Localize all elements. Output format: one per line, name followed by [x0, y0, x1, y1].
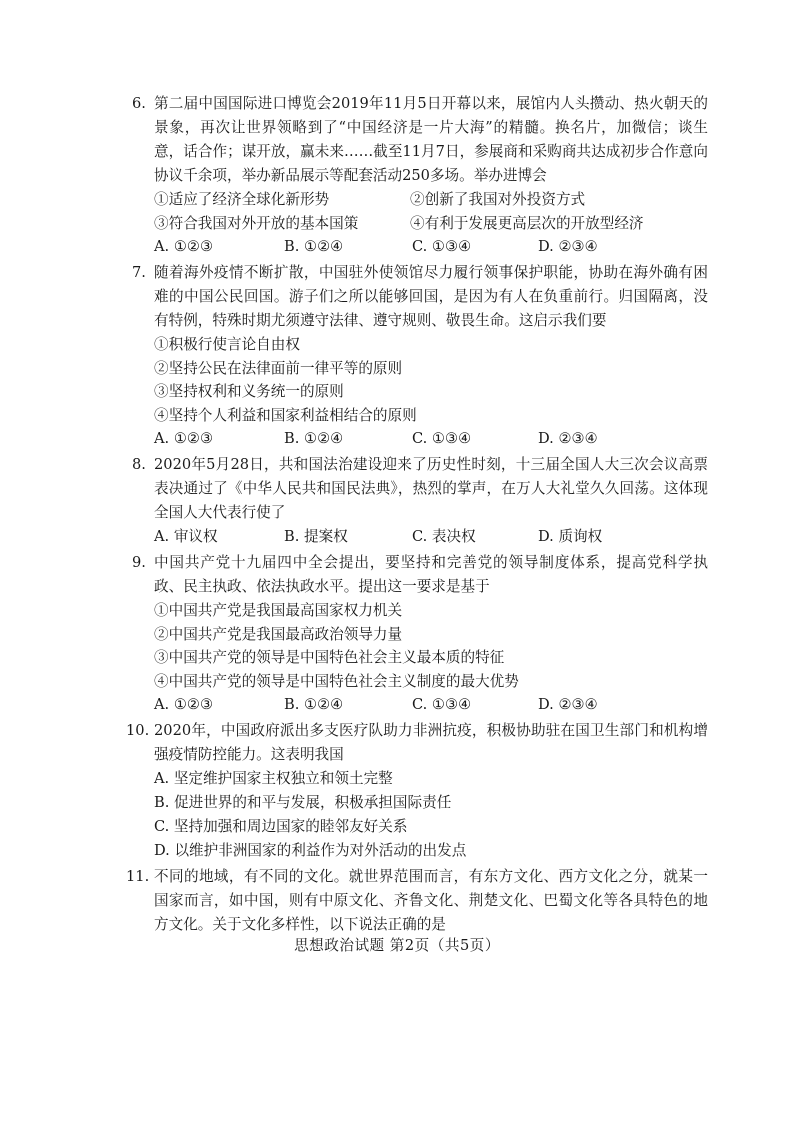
question-stem	[132, 453, 708, 525]
option-b: B. ①②④	[284, 238, 344, 255]
question-text: 不同的地域，有不同的文化。就世界范围而言，有东方文化、西方文化之分，就某一国家而言，如中国，则有中原文化、齐鲁文化、荆楚文化、巴蜀文化等各具特色的地方文化。关于文化多样性，以下说法正确的是	[154, 868, 708, 933]
statement: ①积极行使言论自由权	[154, 336, 300, 353]
question-number: 8.	[132, 456, 146, 473]
question-10	[126, 719, 708, 863]
option-a: A. ①②③	[154, 430, 214, 447]
option-c: C. ①③④	[412, 430, 472, 447]
page-footer: 思想政治试题 第2页（共5页）	[294, 937, 500, 954]
option-d: D. ②③④	[538, 696, 598, 713]
statement: ③符合我国对外开放的基本国策	[154, 214, 359, 232]
question-11	[126, 865, 708, 937]
question-stem	[126, 865, 708, 937]
statement: ①中国共产党是我国最高国家权力机关	[154, 602, 403, 619]
option-c: C. ①③④	[412, 696, 472, 713]
statement: ④坚持个人利益和国家利益相结合的原则	[154, 406, 417, 424]
option-a: A. 坚定维护国家主权独立和领土完整	[154, 770, 393, 787]
question-text: 中国共产党十九届四中全会提出，要坚持和完善党的领导制度体系，提高党科学执政、民主执政、依法执政水平。提出这一要求是基于	[154, 554, 708, 595]
option-a: A. 审议权	[154, 528, 218, 545]
option-c: C. 表决权	[412, 528, 476, 545]
question-6	[132, 92, 708, 259]
option-a: A. ①②③	[154, 238, 214, 255]
question-text: 随着海外疫情不断扩散，中国驻外使领馆尽力履行领事保护职能，协助在海外确有困难的中国公民回国。游子们之所以能够回国，是因为有人在负重前行。归国隔离，没有特例，特殊时期尤须遵守法律、遵守规则、敬畏生命。这启示我们要	[154, 264, 708, 329]
question-text: 2020年5月28日，共和国法治建设迎来了历史性时刻，十三届全国人大三次会议高票表决通过了《中华人民共和国民法典》，热烈的掌声，在万人大礼堂久久回荡。这体现全国人大代表行使了	[154, 456, 708, 521]
question-number: 7.	[132, 264, 146, 281]
question-number: 9.	[132, 554, 146, 571]
option-d: D. 质询权	[538, 528, 603, 545]
statement: ①适应了经济全球化新形势	[154, 191, 330, 208]
question-7	[132, 261, 708, 451]
question-stem	[132, 92, 708, 188]
question-stem	[132, 551, 708, 599]
option-a: A. ①②③	[154, 696, 214, 713]
option-b: B. ①②④	[284, 430, 344, 447]
question-stem	[126, 719, 708, 767]
option-list	[132, 235, 708, 259]
question-number: 10.	[126, 722, 150, 739]
question-text: 2020年，中国政府派出多支医疗队助力非洲抗疫，积极协助驻在国卫生部门和机构增强疫情防控能力。这表明我国	[154, 722, 708, 763]
option-d: D. ②③④	[538, 238, 598, 255]
question-number: 6.	[132, 95, 146, 112]
statement: ④有利于发展更高层次的开放型经济	[410, 214, 644, 232]
statement: ②中国共产党是我国最高政治领导力量	[154, 625, 403, 643]
statement-list	[132, 188, 708, 235]
option-b: B. 促进世界的和平与发展，积极承担国际责任	[154, 794, 452, 811]
question-text: 第二届中国国际进口博览会2019年11月5日开幕以来，展馆内人头攒动、热火朝天的景象，再次让世界领略到了“中国经济是一片大海”的精髓。换名片，加微信；谈生意，话合作；谋开放，赢未来……截至11月7日，参展商和采购商共达成初步合作意向协议千余项，举办新品展示等配套活动250多场。举办进博会	[154, 95, 708, 184]
statement: ③中国共产党的领导是中国特色社会主义最本质的特征	[154, 649, 505, 666]
statement: ④中国共产党的领导是中国特色社会主义制度的最大优势	[154, 672, 519, 690]
option-c: C. 坚持加强和周边国家的睦邻友好关系	[154, 818, 408, 835]
option-d: D. ②③④	[538, 430, 598, 447]
statement: ②创新了我国对外投资方式	[410, 191, 586, 208]
question-stem	[132, 261, 708, 333]
option-c: C. ①③④	[412, 238, 472, 255]
statement: ③坚持权利和义务统一的原则	[154, 383, 344, 400]
statement: ②坚持公民在法律面前一律平等的原则	[154, 359, 403, 377]
option-list	[132, 693, 708, 717]
question-8	[132, 453, 708, 549]
option-list	[132, 427, 708, 451]
question-9	[132, 551, 708, 717]
option-b: B. ①②④	[284, 696, 344, 713]
question-number: 11.	[126, 868, 150, 885]
option-list	[132, 525, 708, 549]
option-d: D. 以维护非洲国家的利益作为对外活动的出发点	[154, 842, 467, 859]
option-b: B. 提案权	[284, 528, 348, 545]
